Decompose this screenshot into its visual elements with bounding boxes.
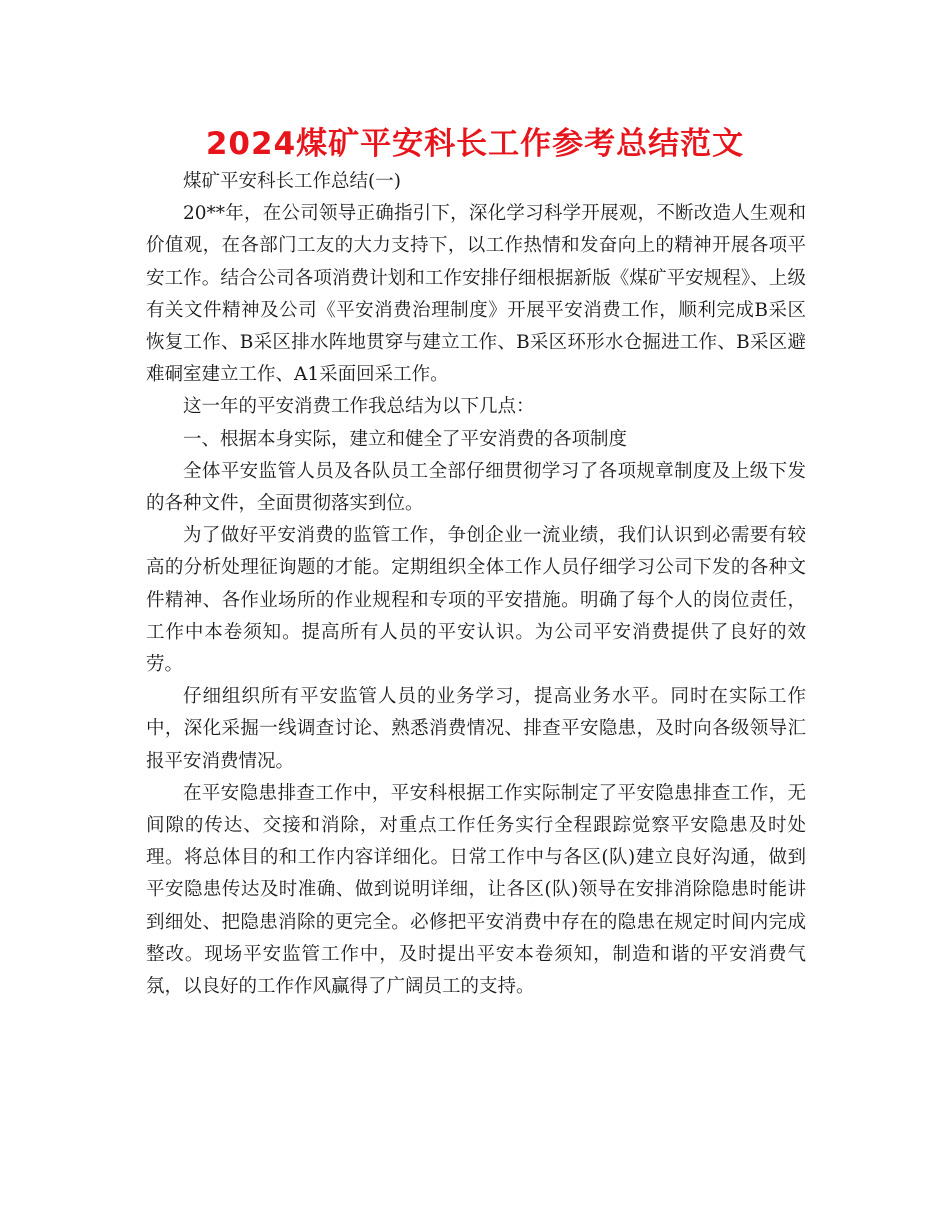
document-title: 2024煤矿平安科长工作参考总结范文 (205, 126, 745, 162)
document-body (146, 166, 806, 1003)
paragraph: 为了做好平安消费的监管工作，争创企业一流业绩，我们认识到必需要有较高的分析处理征询题的才能。定期组织全体工作人员仔细学习公司下发的各种文件精神、各作业场所的作业规程和专项的平安措施。明确了每个人的岗位责任，工作中本卷须知。提高所有人员的平安认识。为公司平安消费提供了良好的效劳。 (146, 525, 806, 676)
paragraph: 仔细组织所有平安监管人员的业务学习，提高业务水平。同时在实际工作中，深化采掘一线调查讨论、熟悉消费情况、排查平安隐患，及时向各级领导汇报平安消费情况。 (146, 686, 806, 772)
paragraph: 在平安隐患排查工作中，平安科根据工作实际制定了平安隐患排查工作，无间隙的传达、交接和消除，对重点工作任务实行全程跟踪觉察平安隐患及时处理。将总体目的和工作内容详细化。日常工作中与各区(队)建立良好沟通，做到平安隐患传达及时准确、做到说明详细，让各区(队)领导在安排消除隐患时能讲到细处、把隐患消除的更完全。必修把平安消费中存在的隐患在规定时间内完成整改。现场平安监管工作中，及时提出平安本卷须知，制造和谐的平安消费气氛，以良好的工作作风赢得了广阔员工的支持。 (146, 782, 806, 998)
paragraph: 20**年，在公司领导正确指引下，深化学习科学开展观，不断改造人生观和价值观，在各部门工友的大力支持下，以工作热情和发奋向上的精神开展各项平安工作。结合公司各项消费计划和工作安排仔细根据新版《煤矿平安规程》、上级有关文件精神及公司《平安消费治理制度》开展平安消费工作，顺利完成B采区恢复工作、B采区排水阵地贯穿与建立工作、B采区环形水仓掘进工作、B采区避难硐室建立工作、A1采面回采工作。 (146, 203, 806, 386)
paragraph: 全体平安监管人员及各队员工全部仔细贯彻学习了各项规章制度及上级下发的各种文件，全面贯彻落实到位。 (146, 460, 806, 515)
paragraph: 这一年的平安消费工作我总结为以下几点： (183, 396, 535, 418)
paragraph-subtitle: 煤矿平安科长工作总结(一) (183, 171, 401, 192)
section-heading: 一、根据本身实际，建立和健全了平安消费的各项制度 (183, 428, 628, 450)
